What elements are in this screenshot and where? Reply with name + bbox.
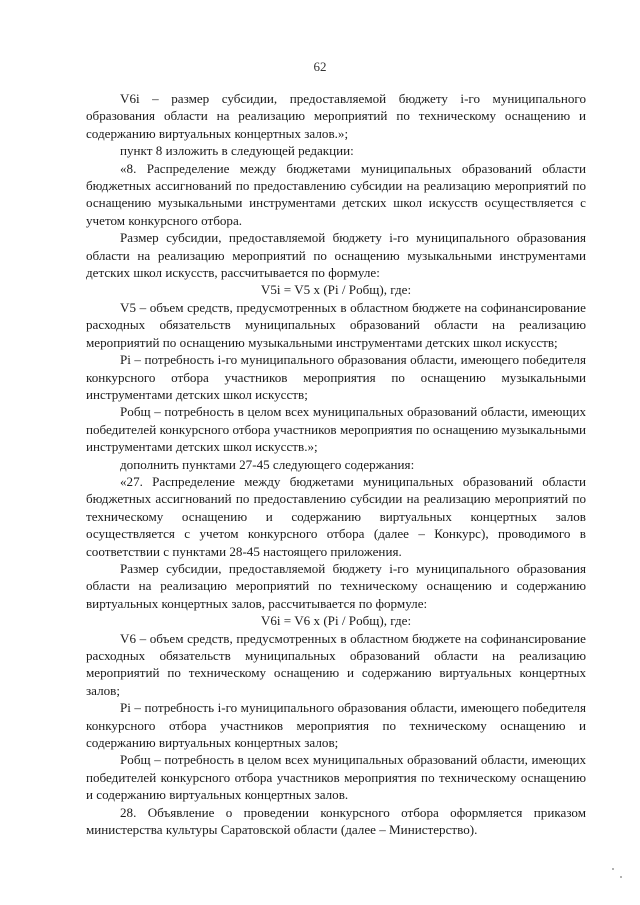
- document-body: [86, 90, 586, 838]
- page-number: 62: [313, 59, 327, 74]
- paragraph-subsidy-size-music: Размер субсидии, предоставляемой бюджету i-го муниципального образования области на реализацию мероприятий по оснащению музыкальными инструментами детских школ искусств, рассчитывается по формуле:: [86, 230, 586, 281]
- paragraph-v6i-definition: V6i – размер субсидии, предоставляемой бюджету i-го муниципального образования области на реализацию мероприятий по техническому оснащению и содержанию виртуальных концертных залов.»;: [86, 91, 586, 141]
- paragraph-v5-definition: V5 – объем средств, предусмотренных в областном бюджете на софинансирование расходных обязательств муниципальных образований области на реализацию мероприятий по оснащению музыкальными инструментами детских школ искусств;: [86, 299, 586, 350]
- formula-v6i: V6i = V6 x (Pi / Pобщ), где:: [260, 613, 412, 629]
- paragraph-point-28: 28. Объявление о проведении конкурсного отбора оформляется приказом министерства культуры Саратовской области (далее – Министерство).: [86, 804, 586, 838]
- scan-speck: [620, 876, 622, 878]
- paragraph-pobsh-definition-concert: Pобщ – потребность в целом всех муниципальных образований области, имеющих победителей конкурсного отбора участников мероприятия по техническому оснащению и содержанию виртуальных концертных залов.: [86, 752, 586, 803]
- paragraph-v6-definition: V6 – объем средств, предусмотренных в областном бюджете на софинансирование расходных обязательств муниципальных образований области на реализацию мероприятий по техническому оснащению и содержанию виртуальных концертных залов;: [86, 630, 586, 698]
- paragraph-add-points-27-45: дополнить пунктами 27-45 следующего содержания:: [120, 456, 415, 472]
- paragraph-amend-point-8: пункт 8 изложить в следующей редакции:: [120, 143, 354, 159]
- formula-v5i: V5i = V5 x (Pi / Pобщ), где:: [260, 282, 412, 298]
- paragraph-pobsh-definition-music: Pобщ – потребность в целом всех муниципальных образований области, имеющих победителей конкурсного отбора участников мероприятия по оснащению музыкальными инструментами детских школ искусств.»;: [86, 404, 586, 455]
- paragraph-subsidy-size-concert: Размер субсидии, предоставляемой бюджету i-го муниципального образования области на реализацию мероприятий по техническому оснащению и содержанию виртуальных концертных залов, рассчитывается по формуле:: [86, 560, 586, 611]
- scan-speck: [612, 868, 614, 870]
- paragraph-point-27: «27. Распределение между бюджетами муниципальных образований области бюджетных ассигнований по предоставлению субсидии на реализацию мероприятий по техническому оснащению и содержанию виртуальных концертных залов осуществляется с учетом конкурсного отбора (далее – Конкурс), проводимого в соответствии с пунктами 28-45 настоящего приложения.: [86, 473, 586, 559]
- paragraph-pi-definition-concert: Pi – потребность i-го муниципального образования области, имеющего победителя конкурсного отбора участников мероприятия по техническому оснащению и содержанию виртуальных концертных залов;: [86, 700, 586, 751]
- paragraph-pi-definition-music: Pi – потребность i-го муниципального образования области, имеющего победителя конкурсного отбора участников мероприятия по оснащению музыкальными инструментами детских школ искусств;: [86, 352, 586, 402]
- paragraph-point-8: «8. Распределение между бюджетами муниципальных образований области бюджетных ассигнований по предоставлению субсидии на реализацию мероприятий по оснащению музыкальными инструментами детских школ искусств осуществляется с учетом конкурсного отбора.: [86, 160, 586, 228]
